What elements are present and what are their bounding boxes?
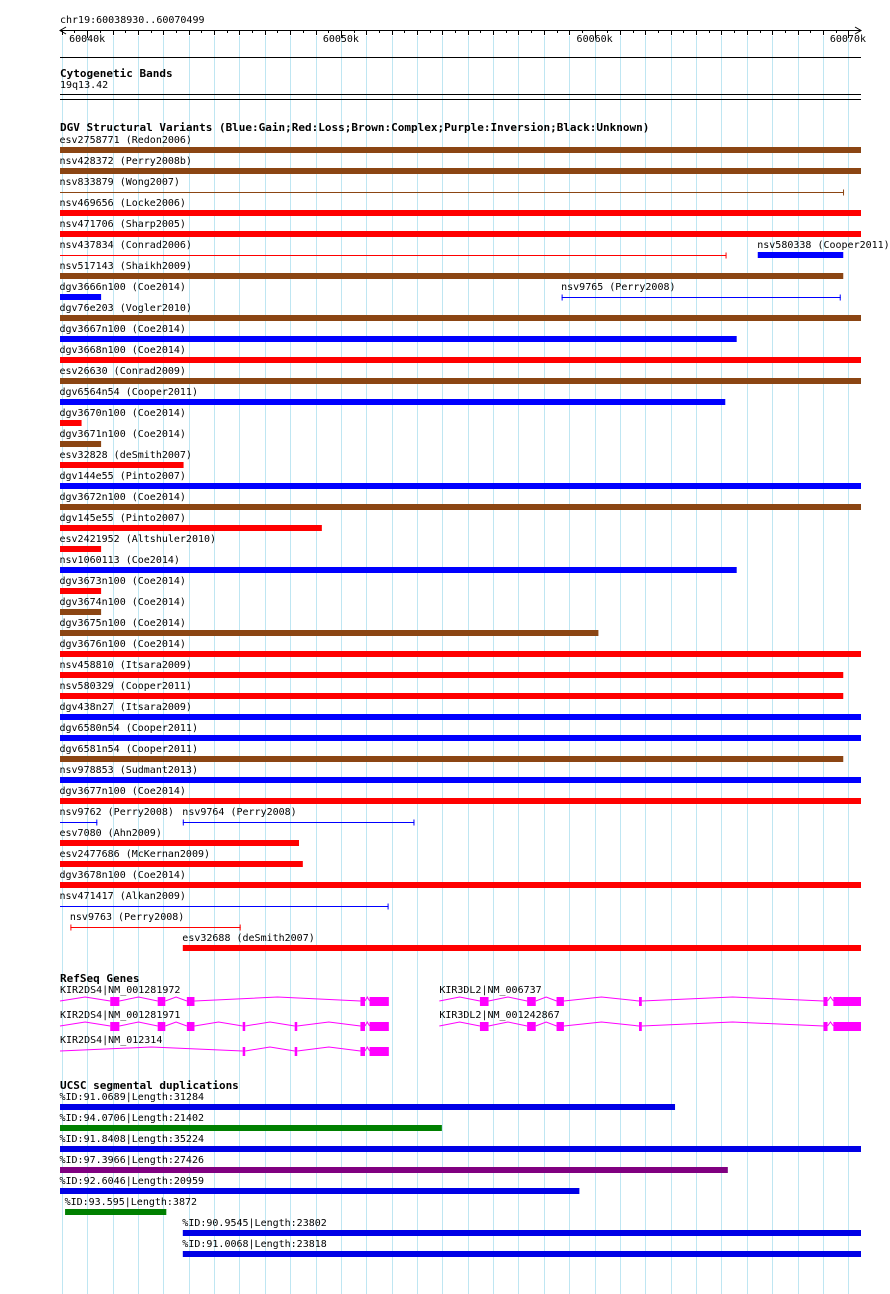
refseq-gene-0[interactable] xyxy=(60,997,370,1001)
segdup-track-title: UCSC segmental duplications xyxy=(60,1079,239,1092)
dgv-feature-label: nsv471417 (Alkan2009) xyxy=(59,891,186,902)
dgv-feature-label: dgv3670n100 (Coe2014) xyxy=(59,408,186,419)
refseq-exon xyxy=(639,1022,642,1031)
segdup-feature-5[interactable] xyxy=(65,1209,166,1215)
dgv-feature-3[interactable] xyxy=(60,210,861,216)
refseq-gene-label: KIR3DL2|NM_006737 xyxy=(439,985,542,996)
segdup-label: %ID:92.6046|Length:20959 xyxy=(59,1176,204,1187)
dgv-feature-label: dgv3668n100 (Coe2014) xyxy=(59,345,186,356)
dgv-feature-36[interactable] xyxy=(60,840,299,846)
dgv-feature-label: dgv3676n100 (Coe2014) xyxy=(59,639,186,650)
refseq-exon xyxy=(823,997,827,1006)
dgv-feature-label: esv32828 (deSmith2007) xyxy=(59,450,192,461)
dgv-feature-label: dgv3666n100 (Coe2014) xyxy=(59,282,186,293)
dgv-feature-label: dgv3667n100 (Coe2014) xyxy=(59,324,186,335)
ruler-tick-label: 60060k xyxy=(576,34,613,45)
dgv-feature-18[interactable] xyxy=(60,483,861,489)
dgv-feature-13[interactable] xyxy=(60,378,861,384)
dgv-feature-38[interactable] xyxy=(60,882,861,888)
dgv-feature-label: nsv9764 (Perry2008) xyxy=(182,807,297,818)
dgv-feature-28[interactable] xyxy=(60,693,843,699)
dgv-feature-27[interactable] xyxy=(60,672,843,678)
dgv-feature-label: nsv580338 (Cooper2011) xyxy=(757,240,890,251)
dgv-feature-label: nsv580329 (Cooper2011) xyxy=(59,681,192,692)
dgv-feature-label: dgv3677n100 (Coe2014) xyxy=(59,786,186,797)
refseq-exon xyxy=(557,997,564,1006)
dgv-feature-label: nsv9763 (Perry2008) xyxy=(69,912,185,923)
refseq-gene-label: KIR3DL2|NM_001242867 xyxy=(439,1010,560,1021)
refseq-exon xyxy=(480,1022,489,1031)
refseq-exon xyxy=(158,1022,166,1031)
refseq-gene-3[interactable] xyxy=(439,1022,833,1026)
refseq-exon xyxy=(295,1047,298,1056)
segdup-feature-7[interactable] xyxy=(183,1251,861,1257)
segdup-label: %ID:90.9545|Length:23802 xyxy=(182,1218,327,1229)
dgv-feature-21[interactable] xyxy=(60,546,101,552)
dgv-feature-label: dgv3672n100 (Coe2014) xyxy=(59,492,186,503)
dgv-feature-37[interactable] xyxy=(60,861,303,867)
dgv-feature-6[interactable] xyxy=(758,252,844,258)
dgv-feature-label: dgv6581n54 (Cooper2011) xyxy=(59,744,198,755)
refseq-exon xyxy=(370,997,389,1006)
refseq-exon xyxy=(243,1047,246,1056)
refseq-exon xyxy=(158,997,166,1006)
dgv-feature-label: dgv3675n100 (Coe2014) xyxy=(59,618,186,629)
dgv-feature-label: dgv76e203 (Vogler2010) xyxy=(59,303,192,314)
dgv-track-title: DGV Structural Variants (Blue:Gain;Red:Loss;Brown:Complex;Purple:Inversion;Black:Unknown) xyxy=(60,121,650,134)
refseq-gene-label: KIR2DS4|NM_001281972 xyxy=(60,985,181,996)
refseq-gene-2[interactable] xyxy=(60,1022,370,1026)
dgv-feature-label: nsv833879 (Wong2007) xyxy=(59,177,180,188)
dgv-feature-label: dgv438n27 (Itsara2009) xyxy=(59,702,192,713)
dgv-feature-label: nsv9765 (Perry2008) xyxy=(561,282,676,293)
segdup-feature-2[interactable] xyxy=(60,1146,861,1152)
refseq-exon xyxy=(370,1047,389,1056)
dgv-feature-label: nsv437834 (Conrad2006) xyxy=(59,240,192,251)
ruler-tick-label: 60050k xyxy=(322,34,359,45)
dgv-feature-30[interactable] xyxy=(60,735,861,741)
refseq-exon xyxy=(295,1022,298,1031)
refseq-exon xyxy=(187,997,195,1006)
refseq-exon xyxy=(360,1022,365,1031)
segdup-feature-6[interactable] xyxy=(183,1230,861,1236)
dgv-feature-20[interactable] xyxy=(60,525,322,531)
segdup-feature-3[interactable] xyxy=(60,1167,728,1173)
dgv-feature-23[interactable] xyxy=(60,588,101,594)
dgv-feature-label: nsv9762 (Perry2008) xyxy=(59,807,174,818)
refseq-exon xyxy=(360,1047,365,1056)
dgv-feature-33[interactable] xyxy=(60,798,861,804)
segdup-feature-4[interactable] xyxy=(60,1188,579,1194)
dgv-feature-29[interactable] xyxy=(60,714,861,720)
segdup-feature-1[interactable] xyxy=(60,1125,442,1131)
dgv-feature-17[interactable] xyxy=(60,462,184,468)
refseq-gene-label: KIR2DS4|NM_001281971 xyxy=(60,1010,181,1021)
dgv-feature-19[interactable] xyxy=(60,504,861,510)
dgv-feature-16[interactable] xyxy=(60,441,101,447)
refseq-exon xyxy=(360,997,365,1006)
dgv-feature-label: dgv6564n54 (Cooper2011) xyxy=(59,387,198,398)
dgv-feature-label: nsv471706 (Sharp2005) xyxy=(59,219,186,230)
refseq-exon xyxy=(639,997,642,1006)
segdup-label: %ID:91.0689|Length:31284 xyxy=(59,1092,204,1103)
dgv-feature-label: dgv3673n100 (Coe2014) xyxy=(59,576,186,587)
dgv-feature-label: dgv3674n100 (Coe2014) xyxy=(59,597,186,608)
refseq-exon xyxy=(527,997,536,1006)
dgv-feature-10[interactable] xyxy=(60,315,861,321)
segdup-label: %ID:91.0068|Length:23818 xyxy=(182,1239,327,1250)
dgv-feature-32[interactable] xyxy=(60,777,861,783)
refseq-exon xyxy=(557,1022,564,1031)
ruler-tick-label: 60040k xyxy=(69,34,106,45)
refseq-exon xyxy=(480,997,489,1006)
dgv-feature-22[interactable] xyxy=(60,567,737,573)
dgv-feature-4[interactable] xyxy=(60,231,861,237)
refseq-gene-4[interactable] xyxy=(60,1047,370,1051)
refseq-track-title: RefSeq Genes xyxy=(60,972,140,985)
dgv-feature-1[interactable] xyxy=(60,168,861,174)
dgv-feature-26[interactable] xyxy=(60,651,861,657)
refseq-exon xyxy=(527,1022,536,1031)
dgv-feature-41[interactable] xyxy=(183,945,861,951)
segdup-label: %ID:93.595|Length:3872 xyxy=(64,1197,198,1208)
dgv-feature-label: nsv469656 (Locke2006) xyxy=(59,198,186,209)
refseq-exon xyxy=(187,1022,195,1031)
dgv-feature-label: dgv145e55 (Pinto2007) xyxy=(59,513,186,524)
cytoband-label: 19q13.42 xyxy=(60,80,109,91)
refseq-exon xyxy=(243,1022,246,1031)
dgv-feature-0[interactable] xyxy=(60,147,861,153)
dgv-feature-label: esv2758771 (Redon2006) xyxy=(59,135,192,146)
dgv-feature-label: nsv1060113 (Coe2014) xyxy=(59,555,180,566)
refseq-exon xyxy=(370,1022,389,1031)
dgv-feature-24[interactable] xyxy=(60,609,101,615)
dgv-feature-label: esv7080 (Ahn2009) xyxy=(59,828,162,839)
dgv-feature-15[interactable] xyxy=(60,420,82,426)
dgv-feature-31[interactable] xyxy=(60,756,843,762)
dgv-feature-label: esv2477686 (McKernan2009) xyxy=(59,849,211,860)
dgv-feature-11[interactable] xyxy=(60,336,737,342)
refseq-exon xyxy=(823,1022,827,1031)
region-label: chr19:60038930..60070499 xyxy=(60,15,205,26)
refseq-gene-1[interactable] xyxy=(439,997,833,1001)
dgv-feature-label: nsv458810 (Itsara2009) xyxy=(59,660,192,671)
dgv-feature-label: dgv3671n100 (Coe2014) xyxy=(59,429,186,440)
segdup-label: %ID:97.3966|Length:27426 xyxy=(59,1155,204,1166)
segdup-feature-0[interactable] xyxy=(60,1104,675,1110)
dgv-feature-label: esv26630 (Conrad2009) xyxy=(59,366,186,377)
segdup-label: %ID:91.8408|Length:35224 xyxy=(59,1134,204,1145)
ruler-tick-label: 60070k xyxy=(829,34,866,45)
dgv-feature-14[interactable] xyxy=(60,399,725,405)
dgv-feature-label: esv32688 (deSmith2007) xyxy=(182,933,315,944)
dgv-feature-7[interactable] xyxy=(60,273,843,279)
dgv-feature-label: nsv978853 (Sudmant2013) xyxy=(59,765,198,776)
dgv-feature-label: dgv6580n54 (Cooper2011) xyxy=(59,723,198,734)
dgv-feature-12[interactable] xyxy=(60,357,861,363)
cytoband-track-title: Cytogenetic Bands xyxy=(60,67,173,80)
refseq-gene-label: KIR2DS4|NM_012314 xyxy=(60,1035,163,1046)
dgv-feature-8[interactable] xyxy=(60,294,101,300)
segdup-label: %ID:94.0706|Length:21402 xyxy=(59,1113,204,1124)
refseq-exon xyxy=(110,997,119,1006)
refseq-exon xyxy=(833,1022,861,1031)
dgv-feature-label: nsv428372 (Perry2008b) xyxy=(59,156,192,167)
dgv-feature-label: nsv517143 (Shaikh2009) xyxy=(59,261,192,272)
dgv-feature-25[interactable] xyxy=(60,630,598,636)
refseq-exon xyxy=(833,997,861,1006)
dgv-feature-label: dgv3678n100 (Coe2014) xyxy=(59,870,186,881)
refseq-exon xyxy=(110,1022,119,1031)
dgv-feature-label: dgv144e55 (Pinto2007) xyxy=(59,471,186,482)
dgv-feature-label: esv2421952 (Altshuler2010) xyxy=(59,534,217,545)
